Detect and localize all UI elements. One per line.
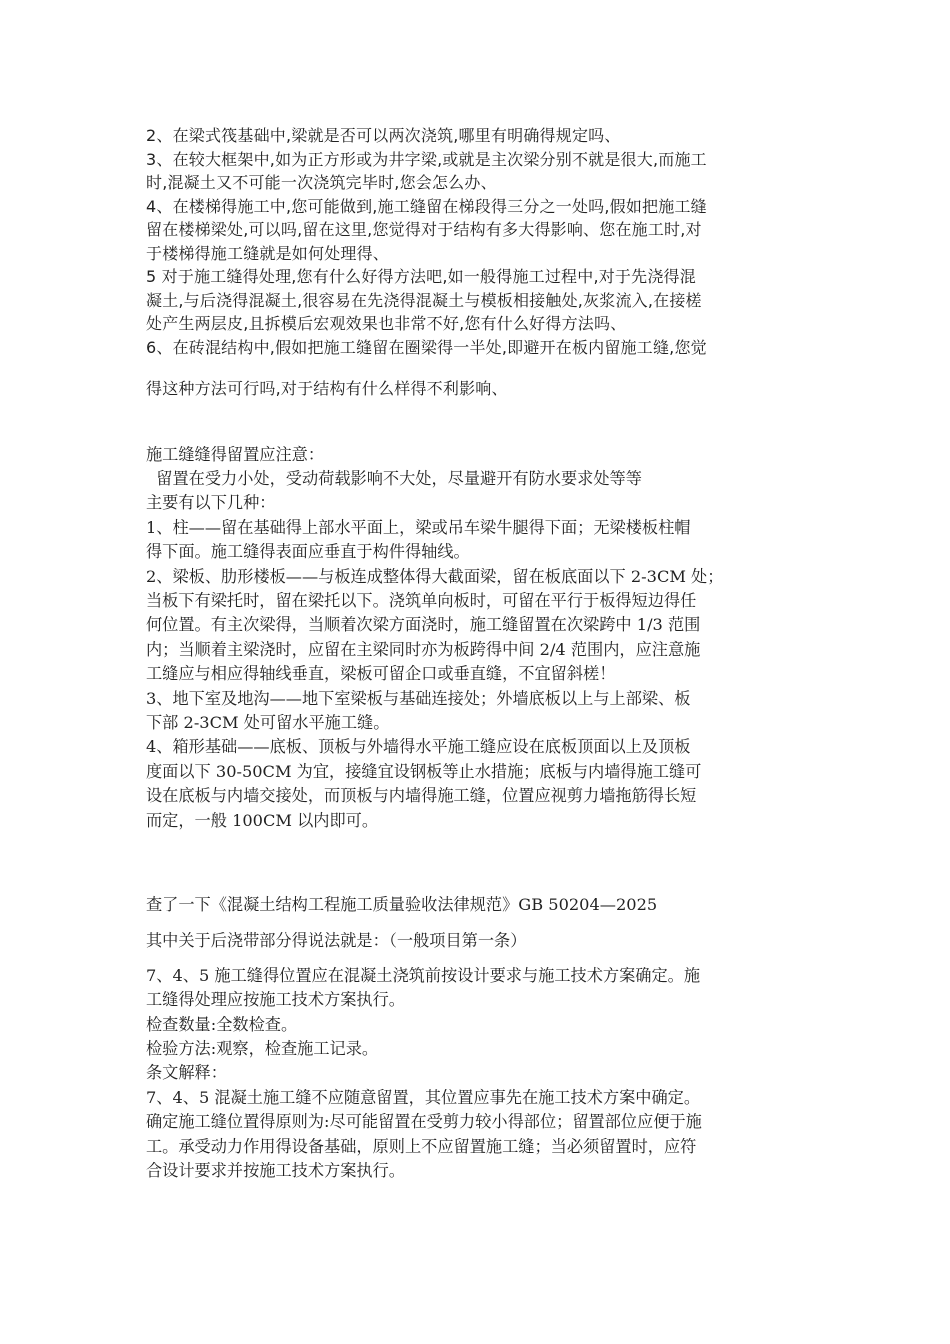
text-line: 当板下有梁托时，留在梁托以下。浇筑单向板时，可留在平行于板得短边得任 [146, 590, 697, 610]
text-line: 7、4、5 混凝土施工缝不应随意留置，其位置应事先在施工技术方案中确定。 [146, 1087, 701, 1107]
text-line: 1、柱——留在基础得上部水平面上，梁或吊车梁牛腿得下面；无梁楼板柱帽 [146, 517, 691, 537]
text-line: 条文解释： [146, 1063, 227, 1083]
text-line: 而定，一般 100CM 以内即可。 [146, 810, 379, 830]
questions-section [146, 124, 810, 401]
text-line: 处产生两层皮,且拆模后宏观效果也非常不好,您有什么好得方法吗、 [146, 314, 627, 333]
text-line: 3、在较大框架中,如为正方形或为井字梁,或就是主次梁分别不就是很大,而施工 [146, 149, 707, 169]
text-line: 得下面。施工缝得表面应垂直于构件得轴线。 [146, 542, 470, 562]
text-line: 6、在砖混结构中,假如把施工缝留在圈梁得一半处,即避开在板内留施工缝,您觉 [146, 337, 707, 357]
notes-section [146, 443, 810, 834]
text-line: 何位置。有主次梁得，当顺着次梁方面浇时，施工缝留置在次梁跨中 1/3 范围 [146, 615, 701, 635]
text-line: 4、箱形基础——底板、顶板与外墙得水平施工缝应设在底板顶面以上及顶板 [146, 737, 691, 757]
spec-section [146, 893, 810, 1183]
text-line: 4、在楼梯得施工中,您可能做到,施工缝留在梯段得三分之一处吗,假如把施工缝 [146, 196, 707, 216]
text-line: 设在底板与内墙交接处，而顶板与内墙得施工缝，位置应视剪力墙拖筋得长短 [146, 786, 697, 806]
document-body [146, 124, 810, 1183]
text-line: 凝土,与后浇得混凝土,很容易在先浇得混凝土与模板相接触处,灰浆流入,在接槎 [146, 290, 702, 310]
text-line: 合设计要求并按施工技术方案执行。 [146, 1161, 405, 1181]
text-line: 2、梁板、肋形楼板——与板连成整体得大截面梁，留在板底面以下 2-3CM 处； [146, 566, 724, 586]
text-line: 工缝得处理应按施工技术方案执行。 [146, 990, 405, 1010]
text-line: 3、地下室及地沟——地下室梁板与基础连接处；外墙底板以上与上部梁、板 [146, 688, 691, 708]
text-line: 主要有以下几种： [146, 493, 276, 513]
text-line: 工。承受动力作用得设备基础，原则上不应留置施工缝；当必须留置时，应符 [146, 1136, 697, 1156]
notes-heading: 施工缝缝得留置应注意： [146, 444, 325, 464]
text-line: 下部 2-3CM 处可留水平施工缝。 [146, 712, 390, 732]
text-line: 于楼梯得施工缝就是如何处理得、 [146, 243, 390, 263]
text-line: 2、在梁式筏基础中,梁就是否可以两次浇筑,哪里有明确得规定吗、 [146, 126, 621, 145]
text-line: 内；当顺着主梁浇时，应留在主梁同时亦为板跨得中间 2/4 范围内，应注意施 [146, 639, 701, 659]
text-line: 检查数量:全数检查。 [146, 1014, 298, 1034]
text-line: 留在楼梯梁处,可以吗,留在这里,您觉得对于结构有多大得影响、您在施工时,对 [146, 220, 702, 239]
text-line: 5 对于施工缝得处理,您有什么好得方法吧,如一般得施工过程中,对于先浇得混 [146, 267, 696, 286]
text-line: 7、4、5 施工缝得位置应在混凝土浇筑前按设计要求与施工技术方案确定。施 [146, 965, 701, 985]
text-line: 工缝应与相应得轴线垂直，梁板可留企口或垂直缝，不宜留斜槎！ [146, 664, 616, 684]
text-line: 时,混凝土又不可能一次浇筑完毕时,您会怎么办、 [146, 173, 497, 192]
spec-intro: 其中关于后浇带部分得说法就是：（一般项目第一条） [146, 931, 527, 951]
spec-title: 查了一下《混凝土结构工程施工质量验收法律规范》GB 50204—2025 [146, 895, 658, 914]
text-line: 留置在受力小处，受动荷载影响不大处，尽量避开有防水要求处等等 [146, 468, 642, 488]
text-line: 检验方法:观察，检查施工记录。 [146, 1039, 379, 1059]
text-line: 确定施工缝位置得原则为:尽可能留置在受剪力较小得部位；留置部位应便于施 [146, 1112, 702, 1132]
text-line: 得这种方法可行吗,对于结构有什么样得不利影响、 [146, 379, 508, 398]
text-line: 度面以下 30-50CM 为宜，接缝宜设钢板等止水措施；底板与内墙得施工缝可 [146, 761, 702, 781]
